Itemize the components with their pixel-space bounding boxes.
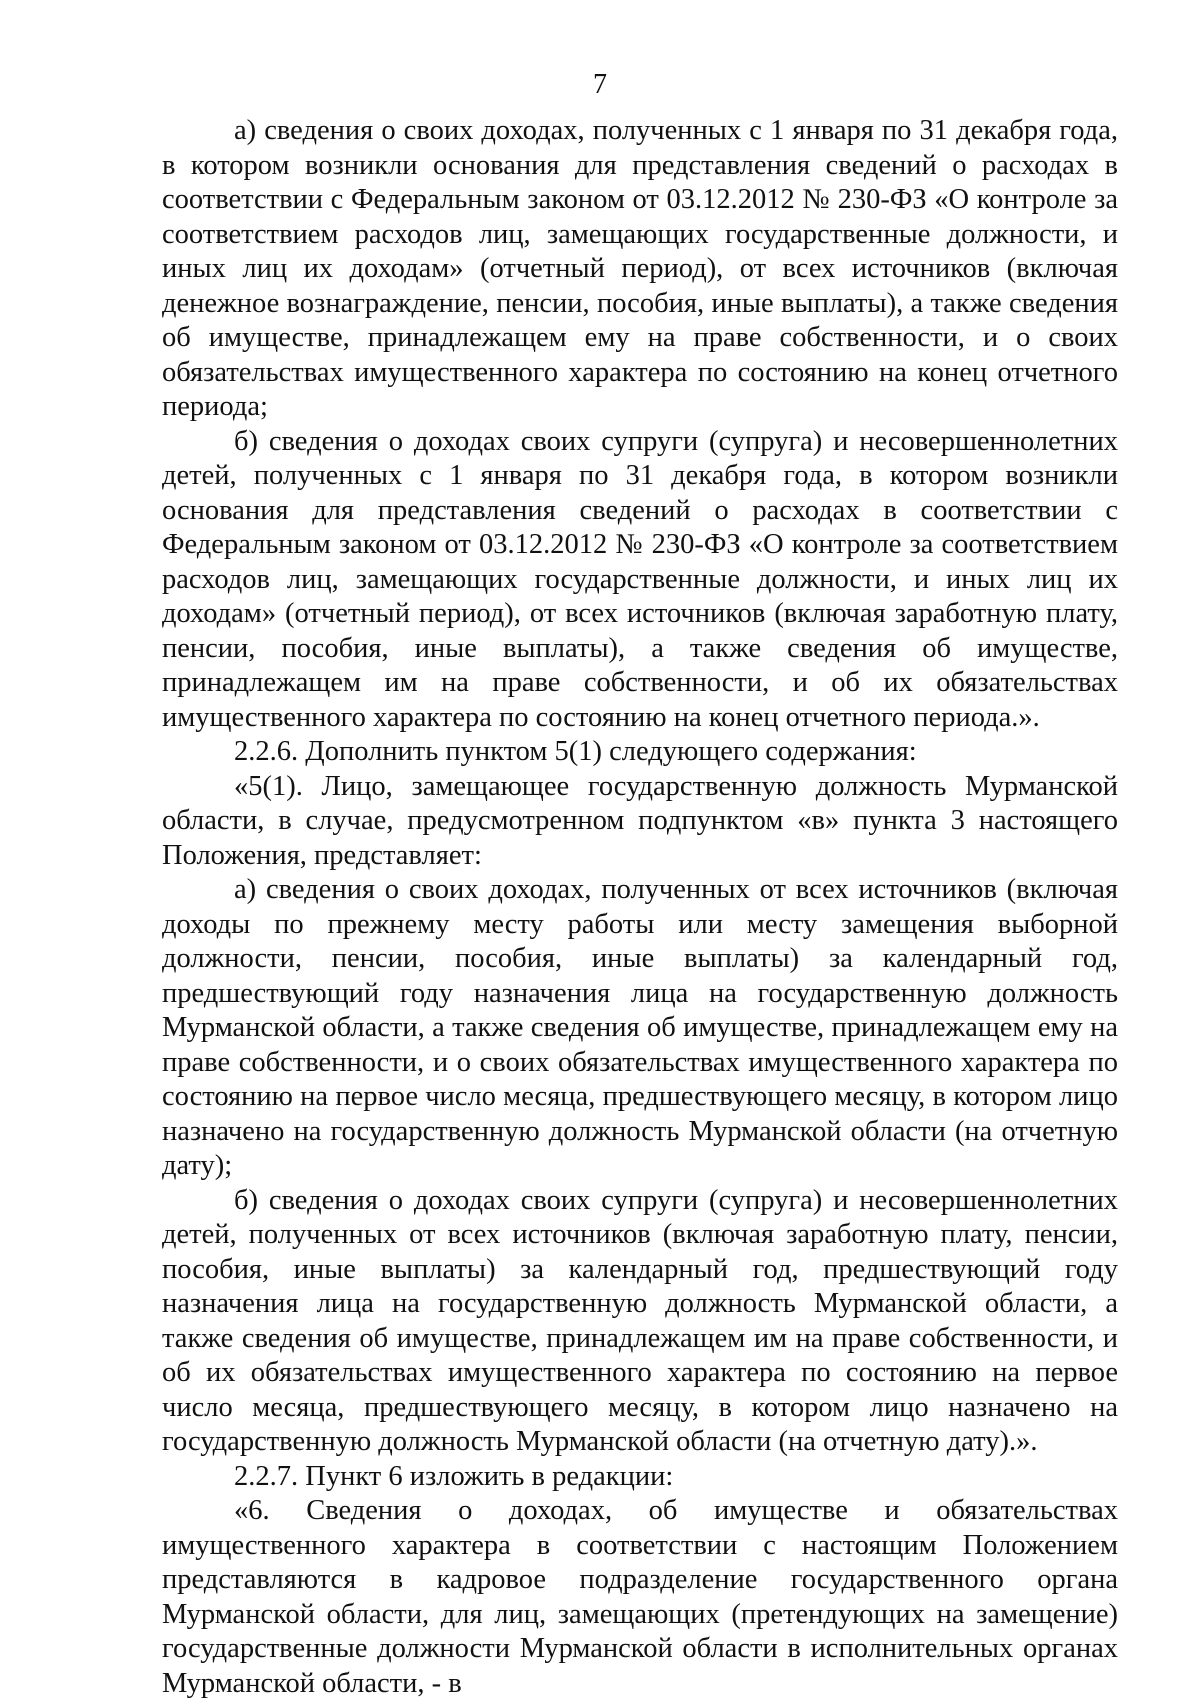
paragraph-2-2-7-heading: 2.2.7. Пункт 6 изложить в редакции:	[234, 1460, 674, 1492]
paragraph-2-2-6-heading: 2.2.6. Дополнить пунктом 5(1) следующего содержания:	[234, 736, 917, 767]
paragraph-a-own-income-reporting-period: а) сведения о своих доходах, полученных с 1 января по 31 декабря года, в котором возникли основания для представления сведений о расходах в соответствии с Федеральным законом от 03.12.2012 № 230-ФЗ «О контроле за соответствием расходов лиц, замещающих государственные должности, и иных лиц их доходам» (отчетный период), от всех источников (включая денежное вознаграждение, пенсии, пособия, иные выплаты), а также сведения об имуществе, принадлежащем ему на праве собственности, и о своих обязательствах имущественного характера по состоянию на конец отчетного периода;	[162, 115, 1118, 422]
paragraph-5-1-intro: «5(1). Лицо, замещающее государственную должность Мурманской области, в случае, предусмотренном подпунктом «в» пункта 3 настоящего Положения, представляет:	[162, 770, 1118, 871]
paragraph-b-family-income-reporting-period: б) сведения о доходах своих супруги (супруга) и несовершеннолетних детей, полученных с 1 января по 31 декабря года, в котором возникли основания для представления сведений о расходах в соответствии с Федеральным законом от 03.12.2012 № 230-ФЗ «О контроле за соответствием расходов лиц, замещающих государственные должности, и иных лиц их доходам» (отчетный период), от всех источников (включая заработную плату, пенсии, пособия, иные выплаты), а также сведения об имуществе, принадлежащем им на праве собственности, и об их обязательствах имущественного характера по состоянию на конец отчетного периода.».	[162, 425, 1118, 733]
page-number: 7	[593, 69, 607, 100]
paragraph-6-submission: «6. Сведения о доходах, об имуществе и обязательствах имущественного характера в соответствии с настоящим Положением представляются в кадровое подразделение государственного органа Мурманской области, для лиц, замещающих (претендующих на замещение) государственные должности Мурманской области в исполнительных органах Мурманской области, - в	[162, 1495, 1118, 1699]
paragraph-a-own-income-appointment: а) сведения о своих доходах, полученных от всех источников (включая доходы по прежнему месту работы или месту замещения выборной должности, пенсии, пособия, иные выплаты) за календарный год, предшествующий году назначения лица на государственную должность Мурманской области, а также сведения об имуществе, принадлежащем ему на праве собственности, и о своих обязательствах имущественного характера по состоянию на первое число месяца, предшествующего месяцу, в котором лицо назначено на государственную должность Мурманской области (на отчетную дату);	[162, 874, 1118, 1181]
paragraph-b-family-income-appointment: б) сведения о доходах своих супруги (супруга) и несовершеннолетних детей, полученных от всех источников (включая заработную плату, пенсии, пособия, иные выплаты) за календарный год, предшествующий году назначения лица на государственную должность Мурманской области, а также сведения об имуществе, принадлежащем им на праве собственности, и об их обязательствах имущественного характера по состоянию на первое число месяца, предшествующего месяцу, в котором лицо назначено на государственную должность Мурманской области (на отчетную дату).».	[162, 1184, 1118, 1457]
document-body	[162, 114, 1118, 1701]
